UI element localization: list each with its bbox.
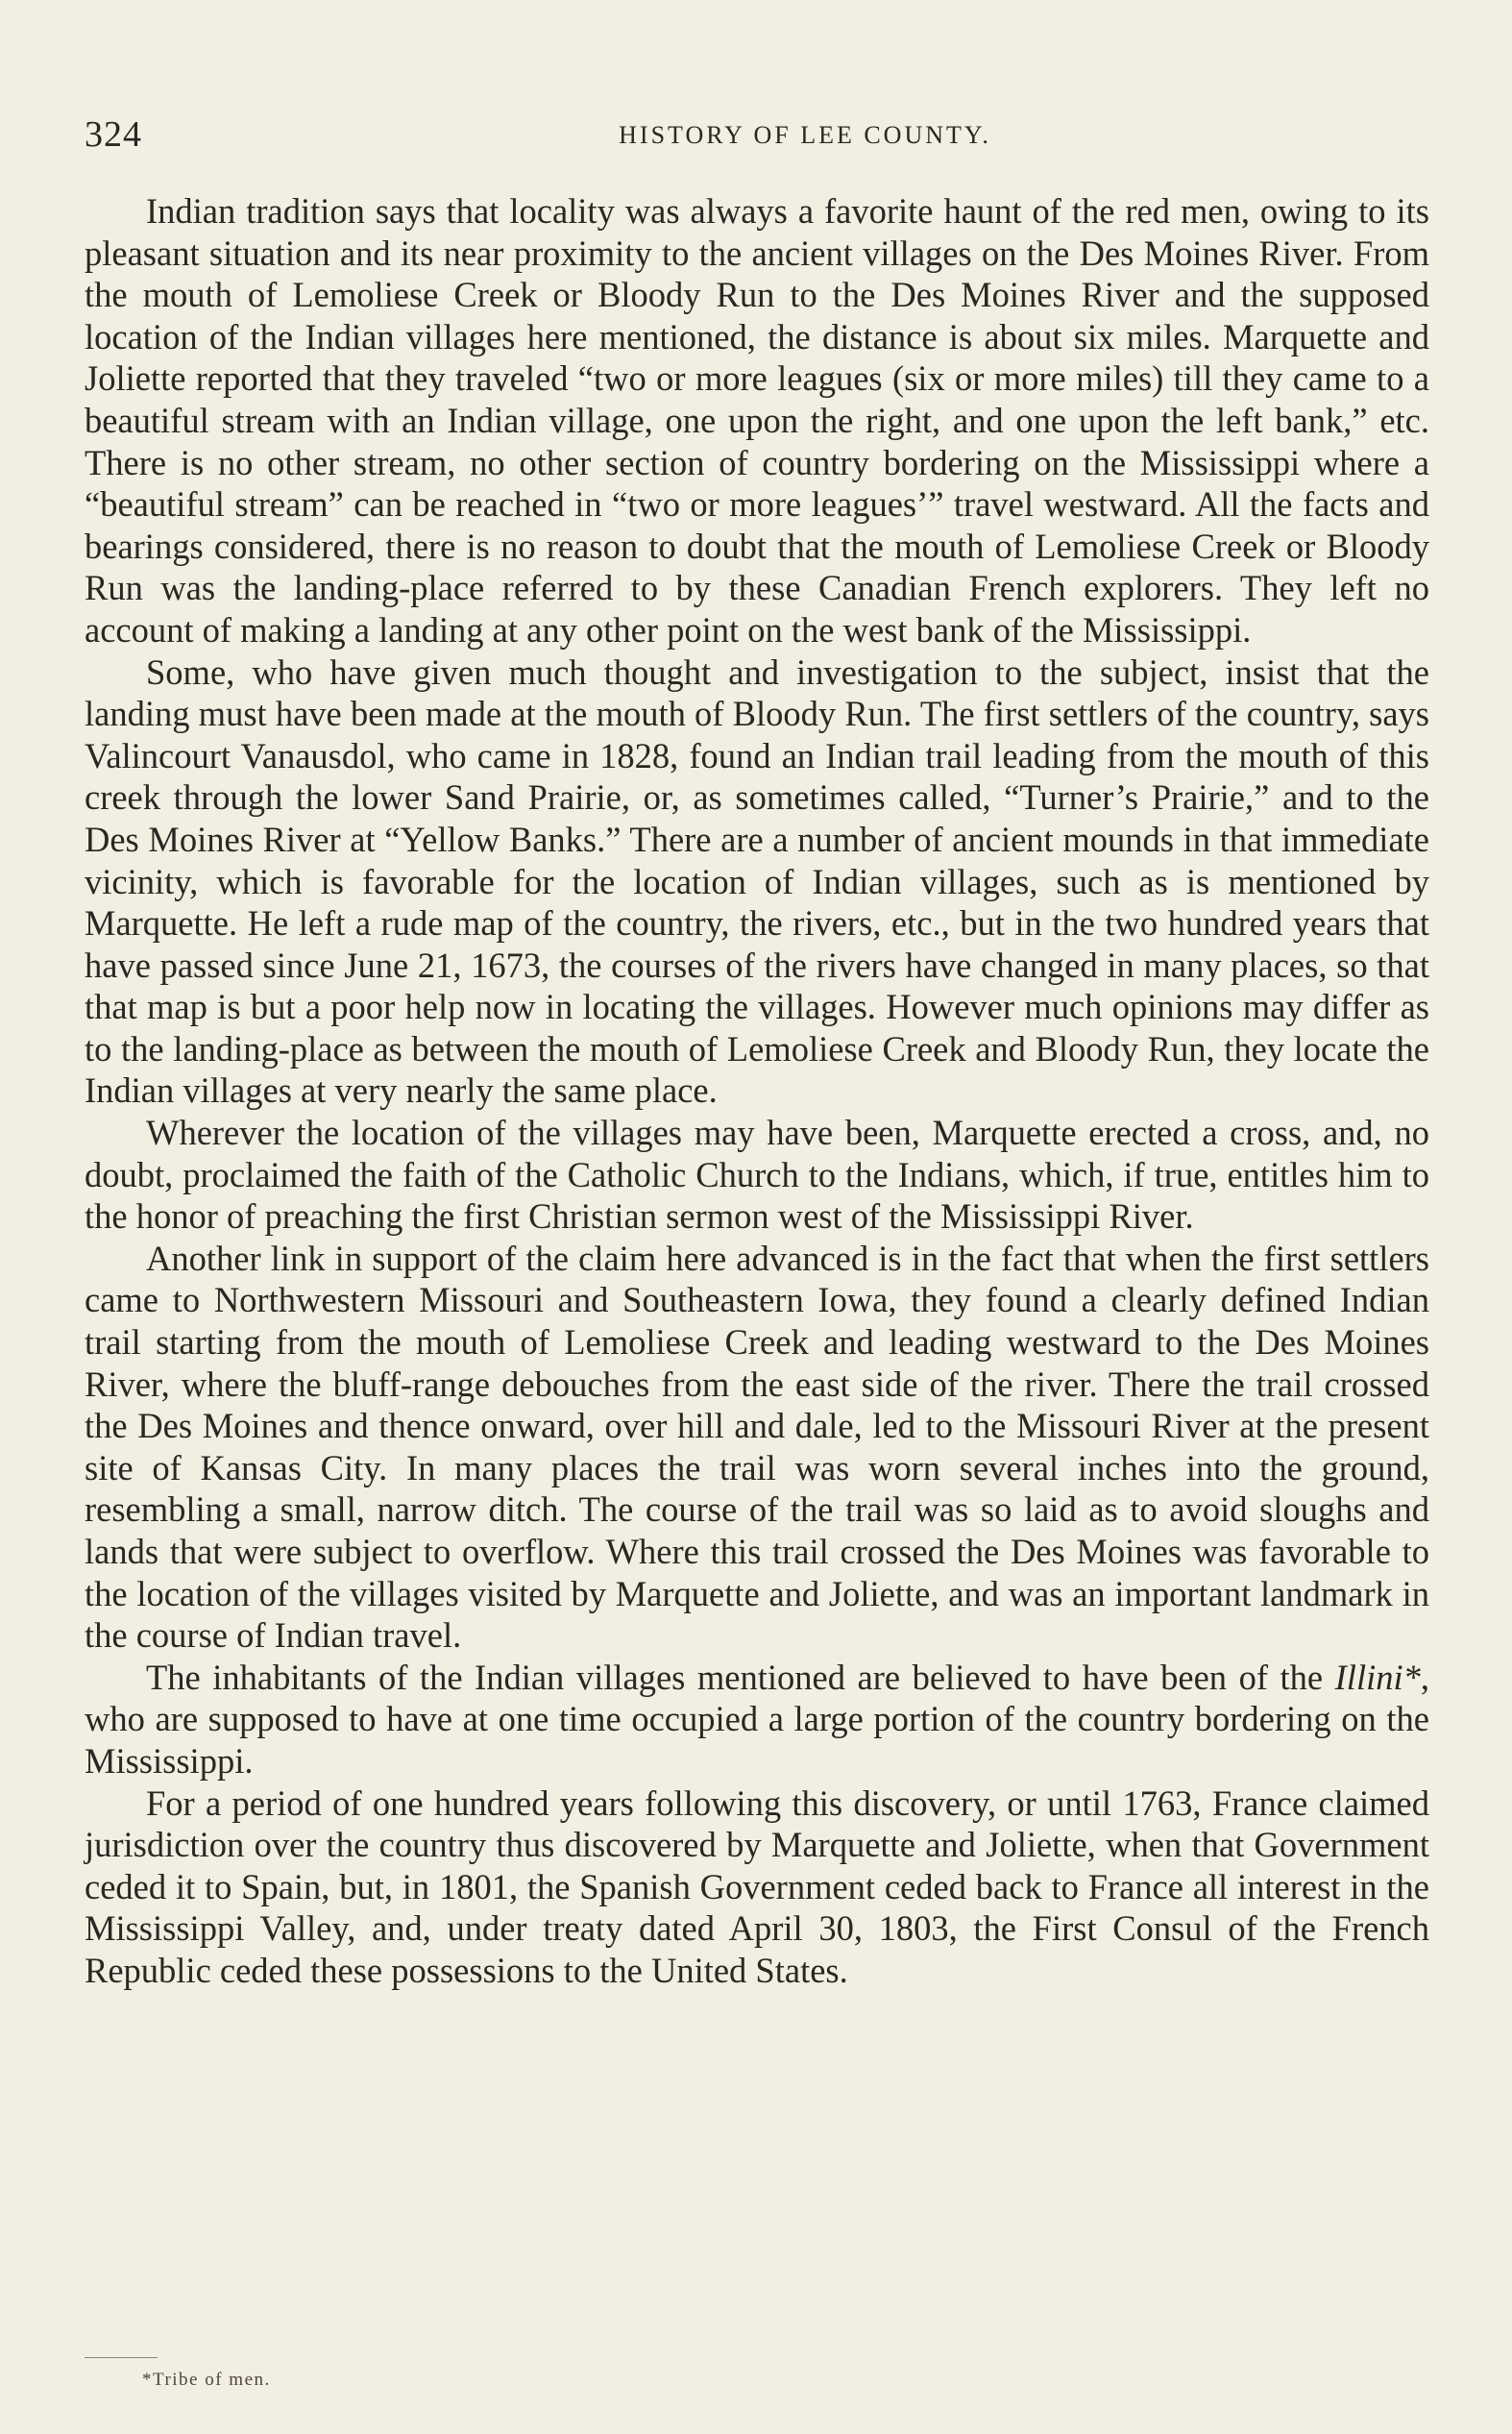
paragraph-5 xyxy=(85,1657,1429,1782)
paragraph-1: Indian tradition says that locality was always a favorite haunt of the red men, owing to its pleasant situation and its near proximity to the ancient villages on the Des Moines River. From the mouth of Lemoliese Creek or Bloody Run to the Des Moines River and the supposed location of the Indian villages here mentioned, the distance is about six miles. Marquette and Joliette reported that they traveled “two or more leagues (six or more miles) till they came to a beautiful stream with an Indian village, one upon the right, and one upon the left bank,” etc. There is no other stream, no other section of country bordering on the Mississippi where a “beautiful stream” can be reached in “two or more leagues’” travel westward. All the facts and bearings considered, there is no reason to doubt that the mouth of Lemoliese Creek or Bloody Run was the landing-place referred to by these Canadian French explorers. They left no account of making a landing at any other point on the west bank of the Mississippi. xyxy=(85,191,1429,650)
page-number: 324 xyxy=(85,114,142,155)
paragraph-5-text-b: , who are supposed to have at one time occupied a large portion of the country bordering on the Mississippi. xyxy=(85,1657,1429,1781)
paragraph-2: Some, who have given much thought and investigation to the subject, insist that the landing must have been made at the mouth of Bloody Run. The first settlers of the country, says Valincourt Vanausdol, who came in 1828, found an Indian trail leading from the mouth of this creek through the lower Sand Prairie, or, as sometimes called, “Turner’s Prairie,” and to the Des Moines River at “Yellow Banks.” There are a number of ancient mounds in that immediate vicinity, which is favorable for the location of Indian villages, such as is mentioned by Marquette. He left a rude map of the country, the rivers, etc., but in the two hundred years that have passed since June 21, 1673, the courses of the rivers have changed in many places, so that that map is but a poor help now in locating the villages. However much opinions may differ as to the landing-place as between the mouth of Lemoliese Creek and Bloody Run, they locate the Indian villages at very nearly the same place. xyxy=(85,652,1429,1111)
paragraph-5-text-a: The inhabitants of the Indian villages mentioned are believed to have been of the xyxy=(146,1657,1335,1697)
paragraph-4: Another link in support of the claim here advanced is in the fact that when the first settlers came to Northwestern Missouri and Southeastern Iowa, they found a clearly defined Indian trail starting from the mouth of Lemoliese Creek and leading westward to the Des Moines River, where the bluff-range debouches from the east side of the river. There the trail crossed the Des Moines and thence onward, over hill and dale, led to the Missouri River at the present site of Kansas City. In many places the trail was worn several inches into the ground, resembling a small, narrow ditch. The course of the trail was so laid as to avoid sloughs and lands that were subject to overflow. Where this trail crossed the Des Moines was favorable to the location of the villages visited by Marquette and Joliette, and was an important landmark in the course of Indian travel. xyxy=(85,1238,1429,1656)
paragraph-6: For a period of one hundred years following this discovery, or until 1763, France claimed jurisdiction over the country thus discovered by Marquette and Joliette, when that Government ceded it to Spain, but, in 1801, the Spanish Government ceded back to France all interest in the Mississippi Valley, and, under treaty dated April 30, 1803, the First Consul of the French Republic ceded these possessions to the United States. xyxy=(85,1782,1429,1990)
page-header xyxy=(85,113,1429,161)
footnote-rule xyxy=(85,2357,158,2358)
running-title: HISTORY OF LEE COUNTY. xyxy=(619,121,991,149)
body-text xyxy=(85,190,1429,1992)
footnote: *Tribe of men. xyxy=(142,2370,271,2390)
illini-term: Illini* xyxy=(1334,1657,1421,1697)
paragraph-3: Wherever the location of the villages may have been, Marquette erected a cross, and, no doubt, proclaimed the faith of the Catholic Church to the Indians, which, if true, entitles him to the honor of preaching the first Christian sermon west of the Mississippi River. xyxy=(85,1113,1429,1237)
